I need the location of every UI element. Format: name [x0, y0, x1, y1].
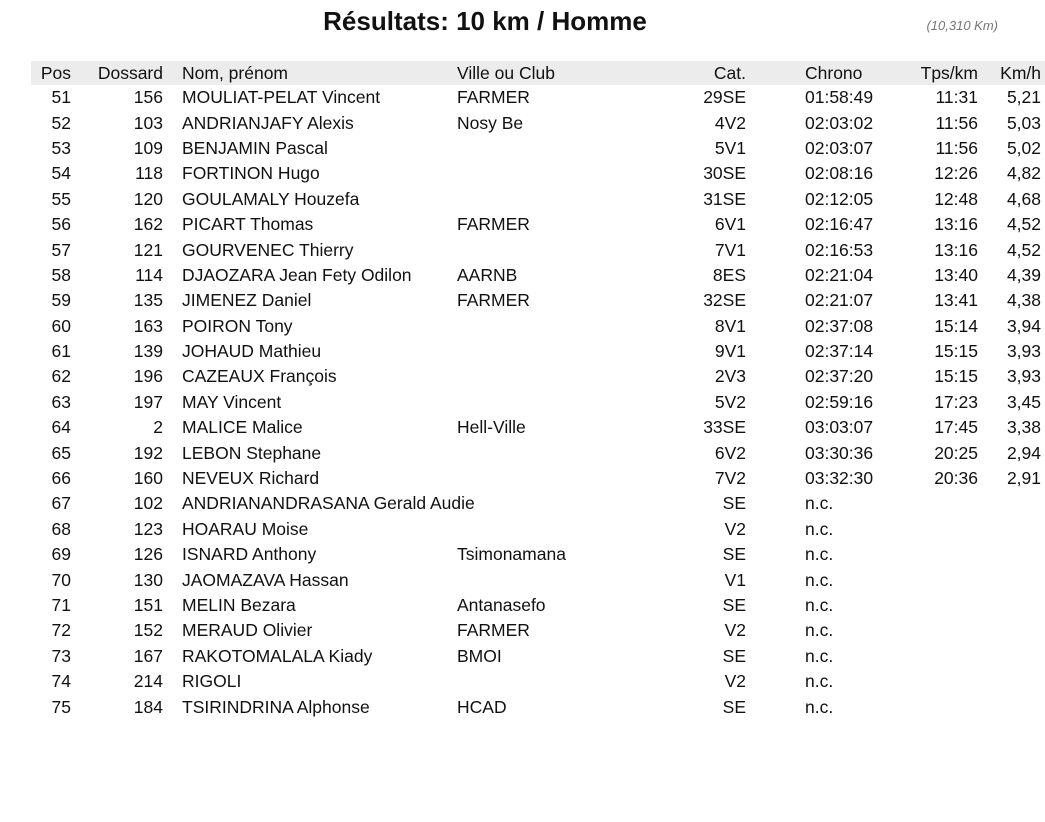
cell-nom: HOARAU Moise: [182, 518, 309, 539]
cell-cat: 8V1: [714, 315, 746, 336]
cell-ville: [457, 314, 632, 339]
cell-chrono: n.c.: [805, 671, 834, 692]
cell-pos: 65: [51, 442, 71, 463]
cell-km-h: 3,93: [1006, 366, 1041, 387]
cell-pos: 66: [51, 468, 71, 489]
col-header-ville: Ville ou Club: [457, 61, 632, 85]
cell-tps-km: [910, 491, 978, 516]
header-row: [31, 61, 1045, 85]
cell-dossard: 2: [153, 417, 163, 438]
cell-chrono: 02:37:20: [805, 366, 874, 387]
table-body: [31, 85, 1045, 720]
cell-km-h: 3,93: [1006, 341, 1041, 362]
cell-ville: [457, 669, 632, 694]
table-row: [31, 415, 1045, 440]
cell-km-h: [978, 618, 1045, 643]
cell-tps-km: 20:36: [934, 468, 978, 489]
cell-tps-km: [910, 644, 978, 669]
table-row: [31, 314, 1045, 339]
cell-cat: SE: [722, 493, 746, 514]
cell-ville: Antanasefo: [457, 595, 546, 615]
cell-pos: 67: [51, 493, 71, 514]
cell-km-h: 3,94: [1006, 315, 1041, 336]
cell-pos: 75: [51, 696, 71, 717]
cell-cat: V2: [724, 518, 746, 539]
cell-dossard: 151: [133, 595, 163, 615]
cell-pos: 51: [51, 87, 71, 108]
table-row: [31, 339, 1045, 364]
cell-ville: [457, 491, 632, 516]
cell-chrono: 03:32:30: [805, 468, 874, 489]
cell-cat: 6V1: [714, 214, 746, 235]
table-header: [31, 61, 1045, 85]
col-header-dossard: Dossard: [71, 61, 163, 85]
table-row: [31, 644, 1045, 669]
cell-km-h: 5,02: [1006, 137, 1041, 158]
cell-chrono: 02:21:07: [805, 290, 874, 311]
cell-km-h: [978, 491, 1045, 516]
cell-km-h: 4,82: [1006, 163, 1041, 184]
cell-nom: GOURVENEC Thierry: [182, 239, 354, 260]
cell-chrono: 02:03:02: [805, 112, 874, 133]
cell-nom: DJAOZARA Jean Fety Odilon: [182, 264, 412, 285]
cell-nom: ANDRIANJAFY Alexis: [182, 112, 354, 133]
cell-km-h: 2,94: [1006, 442, 1041, 463]
cell-cat: 5V2: [714, 391, 746, 412]
table-row: [31, 694, 1045, 719]
cell-nom: JIMENEZ Daniel: [182, 290, 312, 311]
cell-nom: RAKOTOMALALA Kiady: [182, 645, 373, 666]
cell-pos: 62: [51, 366, 71, 387]
cell-chrono: n.c.: [805, 696, 834, 717]
cell-pos: 52: [51, 112, 71, 133]
cell-km-h: [978, 517, 1045, 542]
col-header-km-h: Km/h: [978, 61, 1045, 85]
cell-tps-km: 11:56: [935, 137, 978, 158]
cell-ville: HCAD: [457, 696, 507, 717]
cell-cat: V2: [724, 620, 746, 641]
cell-nom: JOHAUD Mathieu: [182, 341, 322, 362]
cell-nom: MOULIAT-PELAT Vincent: [182, 87, 381, 108]
cell-km-h: [978, 593, 1045, 618]
cell-pos: 56: [51, 214, 71, 235]
cell-chrono: n.c.: [805, 620, 834, 641]
cell-tps-km: 13:16: [934, 239, 978, 260]
cell-pos: 55: [51, 188, 71, 209]
cell-cat: 33SE: [703, 417, 746, 438]
cell-nom: BENJAMIN Pascal: [182, 137, 328, 158]
cell-cat: 31SE: [703, 188, 746, 209]
table-row: [31, 669, 1045, 694]
table-row: [31, 85, 1045, 110]
table-row: [31, 263, 1045, 288]
table-row: [31, 593, 1045, 618]
cell-tps-km: [910, 542, 978, 567]
cell-pos: 57: [51, 239, 71, 260]
cell-nom: CAZEAUX François: [182, 366, 337, 387]
cell-ville: [457, 187, 632, 212]
cell-km-h: 4,38: [1006, 290, 1041, 311]
cell-cat: V1: [724, 569, 746, 590]
cell-km-h: 4,68: [1006, 188, 1041, 209]
cell-ville: Nosy Be: [457, 112, 524, 133]
cell-dossard: 135: [133, 290, 163, 311]
cell-nom: MELIN Bezara: [182, 595, 296, 615]
cell-chrono: 01:58:49: [805, 87, 874, 108]
table-row: [31, 390, 1045, 415]
cell-km-h: [978, 567, 1045, 592]
cell-cat: 2V3: [714, 366, 746, 387]
table-row: [31, 110, 1045, 135]
cell-nom: TSIRINDRINA Alphonse: [182, 696, 370, 717]
cell-dossard: 160: [133, 468, 163, 489]
cell-dossard: 192: [133, 442, 163, 463]
cell-dossard: 156: [133, 87, 163, 108]
cell-ville: Tsimonamana: [457, 544, 566, 565]
cell-cat: 5V1: [714, 137, 746, 158]
cell-cat: SE: [722, 544, 746, 565]
cell-nom: NEVEUX Richard: [182, 468, 320, 489]
cell-tps-km: 13:40: [934, 264, 978, 285]
cell-chrono: n.c.: [805, 595, 834, 615]
cell-km-h: 5,21: [1006, 87, 1041, 108]
table-row: [31, 364, 1045, 389]
cell-dossard: 123: [133, 518, 163, 539]
col-header-cat: Cat.: [632, 61, 746, 85]
cell-dossard: 197: [133, 391, 163, 412]
cell-dossard: 139: [133, 341, 163, 362]
cell-chrono: n.c.: [805, 518, 834, 539]
cell-chrono: n.c.: [805, 569, 834, 590]
cell-ville: [457, 567, 632, 592]
table-row: [31, 187, 1045, 212]
cell-ville: AARNB: [457, 264, 518, 285]
cell-km-h: [978, 669, 1045, 694]
cell-dossard: 130: [133, 569, 163, 590]
cell-ville: FARMER: [457, 87, 530, 108]
cell-nom: POIRON Tony: [182, 315, 293, 336]
cell-tps-km: 17:45: [934, 417, 978, 438]
cell-nom: PICART Thomas: [182, 214, 314, 235]
col-header-nom: Nom, prénom: [163, 61, 457, 85]
cell-pos: 70: [51, 569, 71, 590]
col-header-chrono: Chrono: [746, 61, 910, 85]
cell-nom: ANDRIANANDRASANA Gerald Audie: [182, 493, 475, 514]
cell-dossard: 126: [133, 544, 163, 565]
cell-tps-km: 11:56: [935, 112, 978, 133]
cell-cat: V2: [724, 671, 746, 692]
cell-km-h: 4,52: [1006, 214, 1041, 235]
cell-ville: Hell-Ville: [457, 417, 526, 438]
table-row: [31, 237, 1045, 262]
cell-pos: 53: [51, 137, 71, 158]
cell-ville: FARMER: [457, 620, 530, 641]
cell-ville: [457, 339, 632, 364]
cell-tps-km: 12:48: [934, 188, 978, 209]
cell-pos: 64: [51, 417, 71, 438]
cell-chrono: n.c.: [805, 544, 834, 565]
cell-cat: 9V1: [714, 341, 746, 362]
cell-dossard: 103: [133, 112, 163, 133]
table-row: [31, 567, 1045, 592]
table-row: [31, 466, 1045, 491]
cell-nom: ISNARD Anthony: [182, 544, 317, 565]
results-table: [31, 61, 1045, 720]
cell-tps-km: 12:26: [934, 163, 978, 184]
cell-dossard: 184: [133, 696, 163, 717]
cell-tps-km: [910, 618, 978, 643]
table-row: [31, 161, 1045, 186]
table-row: [31, 212, 1045, 237]
cell-cat: 4V2: [714, 112, 746, 133]
cell-pos: 68: [51, 518, 71, 539]
cell-pos: 73: [51, 645, 71, 666]
cell-nom: GOULAMALY Houzefa: [182, 188, 360, 209]
cell-pos: 54: [51, 163, 71, 184]
cell-pos: 69: [51, 544, 71, 565]
cell-tps-km: [910, 593, 978, 618]
cell-cat: 30SE: [703, 163, 746, 184]
cell-nom: RIGOLI: [182, 671, 242, 692]
cell-km-h: 2,91: [1006, 468, 1041, 489]
cell-pos: 58: [51, 264, 71, 285]
cell-tps-km: 15:15: [934, 366, 978, 387]
col-header-pos: Pos: [31, 61, 71, 85]
cell-tps-km: 15:15: [934, 341, 978, 362]
cell-dossard: 214: [133, 671, 163, 692]
cell-chrono: 02:12:05: [805, 188, 874, 209]
cell-dossard: 102: [133, 493, 163, 514]
cell-ville: [457, 440, 632, 465]
cell-nom: LEBON Stephane: [182, 442, 322, 463]
cell-cat: SE: [722, 645, 746, 666]
cell-km-h: 5,03: [1006, 112, 1041, 133]
cell-nom: MALICE Malice: [182, 417, 303, 438]
page-title: Résultats: 10 km / Homme: [323, 6, 647, 36]
cell-pos: 59: [51, 290, 71, 311]
cell-ville: [457, 161, 632, 186]
cell-ville: [457, 517, 632, 542]
cell-chrono: n.c.: [805, 493, 834, 514]
cell-pos: 71: [51, 595, 71, 615]
cell-chrono: 02:59:16: [805, 391, 874, 412]
cell-dossard: 114: [135, 264, 163, 285]
cell-cat: 7V2: [714, 468, 746, 489]
cell-km-h: [978, 542, 1045, 567]
cell-km-h: [978, 694, 1045, 719]
cell-ville: FARMER: [457, 214, 530, 235]
cell-km-h: 3,38: [1006, 417, 1041, 438]
cell-nom: MERAUD Olivier: [182, 620, 313, 641]
cell-cat: 7V1: [714, 239, 746, 260]
cell-chrono: 02:03:07: [805, 137, 874, 158]
cell-cat: SE: [722, 595, 746, 615]
cell-chrono: 02:16:53: [805, 239, 874, 260]
cell-dossard: 121: [133, 239, 163, 260]
cell-pos: 60: [51, 315, 71, 336]
cell-nom: JAOMAZAVA Hassan: [182, 569, 349, 590]
cell-chrono: 02:08:16: [805, 163, 874, 184]
cell-cat: 32SE: [703, 290, 746, 311]
cell-ville: [457, 390, 632, 415]
table-row: [31, 618, 1045, 643]
cell-km-h: 4,52: [1006, 239, 1041, 260]
cell-tps-km: 17:23: [934, 391, 978, 412]
cell-tps-km: 13:16: [934, 214, 978, 235]
cell-dossard: 109: [133, 137, 163, 158]
cell-cat: SE: [722, 696, 746, 717]
cell-tps-km: 15:14: [934, 315, 978, 336]
cell-ville: FARMER: [457, 290, 530, 311]
cell-cat: 29SE: [703, 87, 746, 108]
table-row: [31, 440, 1045, 465]
table-row: [31, 136, 1045, 161]
table-row: [31, 491, 1045, 516]
cell-tps-km: [910, 694, 978, 719]
cell-dossard: 163: [133, 315, 163, 336]
cell-chrono: n.c.: [805, 645, 834, 666]
cell-dossard: 118: [135, 163, 163, 184]
cell-chrono: 03:30:36: [805, 442, 874, 463]
cell-tps-km: 20:25: [934, 442, 978, 463]
cell-nom: FORTINON Hugo: [182, 163, 320, 184]
cell-ville: [457, 364, 632, 389]
cell-pos: 61: [51, 341, 71, 362]
cell-pos: 63: [51, 391, 71, 412]
cell-km-h: [978, 644, 1045, 669]
race-distance: (10,310 Km): [926, 18, 998, 33]
cell-cat: 6V2: [714, 442, 746, 463]
cell-km-h: 4,39: [1006, 264, 1041, 285]
cell-tps-km: [910, 517, 978, 542]
cell-dossard: 162: [133, 214, 163, 235]
cell-tps-km: 11:31: [935, 87, 978, 108]
cell-nom: MAY Vincent: [182, 391, 282, 412]
cell-chrono: 02:16:47: [805, 214, 874, 235]
cell-dossard: 196: [133, 366, 163, 387]
cell-tps-km: [910, 669, 978, 694]
cell-dossard: 120: [133, 188, 163, 209]
cell-ville: BMOI: [457, 645, 502, 666]
cell-ville: [457, 466, 632, 491]
cell-tps-km: 13:41: [934, 290, 978, 311]
table-row: [31, 517, 1045, 542]
cell-dossard: 152: [133, 620, 163, 641]
cell-dossard: 167: [133, 645, 163, 666]
cell-km-h: 3,45: [1006, 391, 1041, 412]
table-row: [31, 288, 1045, 313]
cell-chrono: 02:37:14: [805, 341, 874, 362]
table-row: [31, 542, 1045, 567]
cell-ville: [457, 136, 632, 161]
cell-cat: 8ES: [712, 264, 746, 285]
cell-pos: 74: [51, 671, 71, 692]
cell-chrono: 02:21:04: [805, 264, 874, 285]
col-header-tps-km: Tps/km: [910, 61, 978, 85]
cell-tps-km: [910, 567, 978, 592]
cell-chrono: 03:03:07: [805, 417, 874, 438]
cell-ville: [457, 237, 632, 262]
cell-pos: 72: [51, 620, 71, 641]
cell-chrono: 02:37:08: [805, 315, 874, 336]
